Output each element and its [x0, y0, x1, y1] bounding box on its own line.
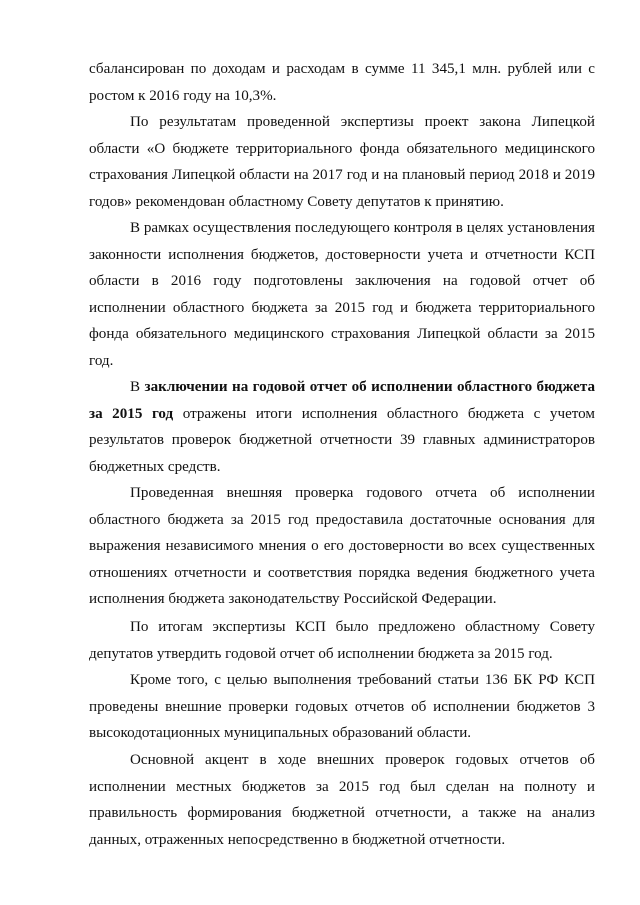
paragraph-rest-text: отражены итоги исполнения областного бюджета с учетом результатов проверок бюджетной отчетности 39 главных администраторов бюджетных средств.: [89, 405, 595, 475]
paragraph-municipal-checks: Кроме того, с целью выполнения требований статьи 136 БК РФ КСП проведены внешние проверки годовых отчетов об исполнении бюджетов 3 высокодотационных муниципальных образований области.: [89, 672, 595, 742]
paragraph-annual-report-conclusion: [89, 374, 595, 480]
paragraph-external-audit: Проведенная внешняя проверка годового отчета об исполнении областного бюджета за 2015 год предоставила достаточные основания для выражения независимого мнения о его достоверности во всех существенных отношениях отчетности и соответствия порядка ведения бюджетного учета исполнения бюджета законодательству Российской Федерации.: [89, 485, 595, 608]
paragraph-proposal: По итогам экспертизы КСП было предложено областному Совету депутатов утвердить годовой отчет об исполнении бюджета за 2015 год.: [89, 619, 595, 662]
paragraph-expertise-result: По результатам проведенной экспертизы проект закона Липецкой области «О бюджете территориального фонда обязательного медицинского страхования Липецкой области на 2017 год и на плановый период 2018 и 2019 годов» рекомендован областному Совету депутатов к принятию.: [89, 114, 595, 210]
paragraph-main-focus: Основной акцент в ходе внешних проверок годовых отчетов об исполнении местных бюджетов за 2015 год был сделан на полноту и правильность формирования бюджетной отчетности, а также на анализ данных, отраженных непосредственно в бюджетной отчетности.: [89, 752, 595, 848]
paragraph-balance: сбалансирован по доходам и расходам в сумме 11 345,1 млн. рублей или с ростом к 2016 году на 10,3%.: [89, 61, 595, 104]
paragraph-bold-phrase: заключении на годовой отчет об исполнении областного бюджета за 2015 год: [89, 379, 595, 422]
paragraph-lead-text: В: [130, 379, 145, 395]
paragraph-followup-control: В рамках осуществления последующего контроля в целях установления законности исполнения бюджетов, достоверности учета и отчетности КСП области в 2016 году подготовлены заключения на годовой отчет об исполнении областного бюджета за 2015 год и бюджета территориального фонда обязательного медицинского страхования Липецкой области за 2015 год.: [89, 220, 595, 369]
